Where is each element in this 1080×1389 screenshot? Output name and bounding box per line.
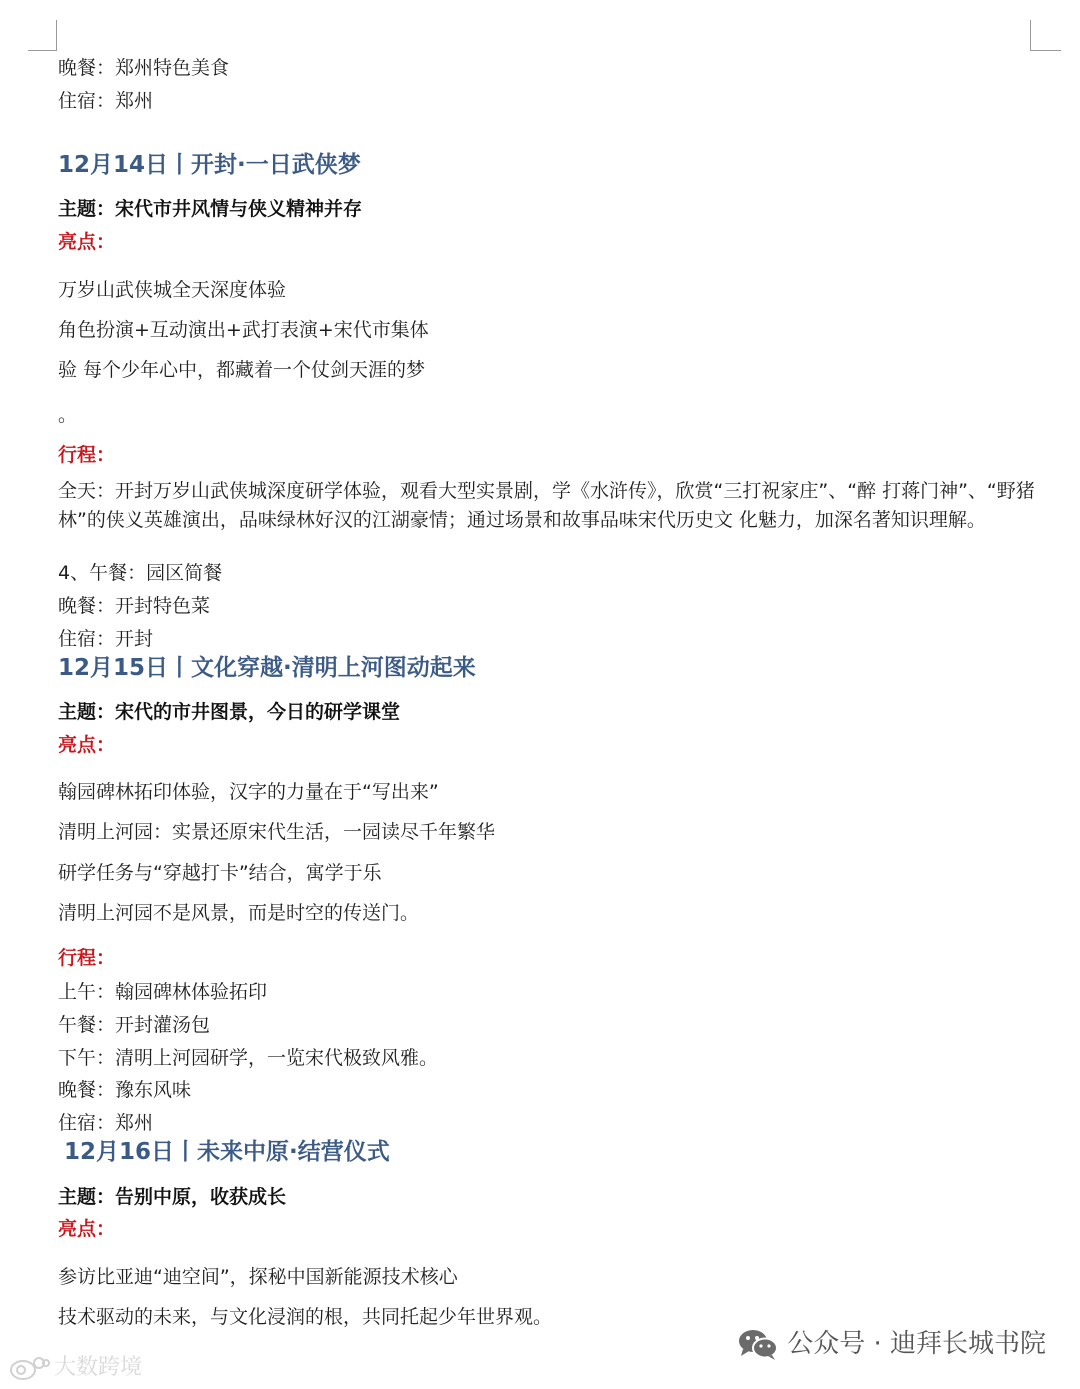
wechat-icon — [737, 1327, 779, 1361]
theme-dec14: 主题：宋代市井风情与侠义精神并存 — [58, 198, 363, 220]
dinner-line: 晚餐：郑州特色美食 — [58, 57, 230, 79]
wechat-watermark — [737, 1326, 1046, 1362]
highlight-item: 翰园碑林拓印体验，汉字的力量在于“写出来” — [58, 781, 439, 803]
weibo-watermark-text: 大数跨境 — [54, 1355, 143, 1380]
itinerary-label-dec15: 行程： — [58, 947, 116, 969]
weibo-icon — [8, 1355, 50, 1381]
lunch-line: 4、午餐：园区简餐 — [58, 562, 223, 584]
day-heading-dec14: 12月14日丨开封·一日武侠梦 — [58, 152, 361, 178]
theme-dec15: 主题：宋代的市井图景，今日的研学课堂 — [58, 701, 401, 723]
day-heading-dec16: 12月16日丨未来中原·结营仪式 — [64, 1139, 390, 1165]
highlight-item: 万岁山武侠城全天深度体验 — [58, 279, 287, 301]
crop-mark-top-right — [1030, 20, 1061, 51]
highlights-label-dec16: 亮点： — [58, 1218, 116, 1240]
itinerary-item: 下午：清明上河园研学，一览宋代极致风雅。 — [58, 1047, 439, 1069]
itinerary-label-dec14: 行程： — [58, 444, 116, 466]
highlight-item: 清明上河园：实景还原宋代生活，一园读尽千年繁华 — [58, 821, 496, 843]
highlights-label-dec14: 亮点： — [58, 231, 116, 253]
wechat-watermark-text: 公众号 · 迪拜长城书院 — [787, 1329, 1046, 1359]
highlight-item: 角色扮演+互动演出+武打表演+宋代市集体 — [58, 319, 429, 341]
dinner-line: 晚餐：开封特色菜 — [58, 595, 211, 617]
highlight-item: 验 每个少年心中，都藏着一个仗剑天涯的梦 — [58, 359, 426, 381]
itinerary-item: 晚餐：豫东风味 — [58, 1079, 192, 1101]
highlight-item: 研学任务与“穿越打卡”结合，寓学于乐 — [58, 862, 382, 884]
highlight-item: 参访比亚迪“迪空间”，探秘中国新能源技术核心 — [58, 1266, 458, 1288]
itinerary-item: 住宿：郑州 — [58, 1112, 154, 1134]
day-heading-dec15: 12月15日丨文化穿越·清明上河图动起来 — [58, 655, 476, 681]
crop-mark-top-left — [28, 20, 57, 51]
itinerary-item: 午餐：开封灌汤包 — [58, 1014, 211, 1036]
lodging-line: 住宿：郑州 — [58, 90, 154, 112]
highlight-item: 。 — [58, 404, 78, 426]
highlight-item: 清明上河园不是风景，而是时空的传送门。 — [58, 902, 420, 924]
theme-dec16: 主题：告别中原，收获成长 — [58, 1186, 287, 1208]
itinerary-item: 上午：翰园碑林体验拓印 — [58, 981, 268, 1003]
highlights-label-dec15: 亮点： — [58, 734, 116, 756]
lodging-line: 住宿：开封 — [58, 628, 154, 650]
highlight-item: 技术驱动的未来，与文化浸润的根，共同托起少年世界观。 — [58, 1306, 553, 1328]
weibo-watermark — [8, 1354, 142, 1382]
itinerary-paragraph-dec14: 全天：开封万岁山武侠城深度研学体验，观看大型实景剧，学《水浒传》，欣赏“三打祝家庄”、“醉 打蒋门神”、“野猪林”的侠义英雄演出，品味绿林好汉的江湖豪情；通过场景和故事品味宋代历史文 化魅力，加深名著知识理解。 — [58, 480, 1035, 531]
